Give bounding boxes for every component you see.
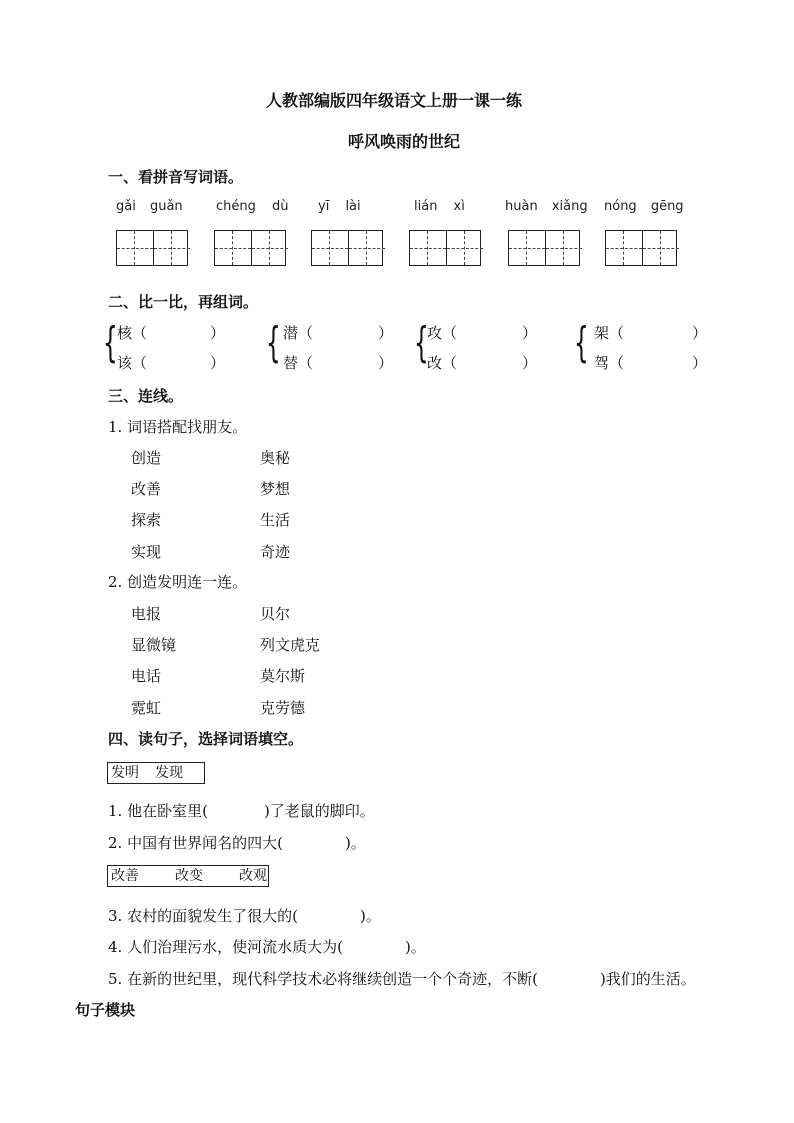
compare-word-4a: 架（ (594, 324, 625, 342)
sentence-3-before: 3. 农村的面貌发生了很大的( (108, 907, 298, 925)
word-choice: 发明 (111, 765, 139, 781)
sentence-5-after: )我们的生活。 (599, 970, 696, 988)
match-right-item[interactable]: 奥秘 (260, 449, 291, 467)
compare-close-1b: ） (210, 354, 226, 372)
pinyin-3: yī lài (318, 199, 361, 214)
brace-4: { (574, 318, 589, 367)
match-left-item[interactable]: 改善 (131, 480, 162, 498)
sentence-2-after: )。 (344, 834, 366, 852)
match-left-item[interactable]: 探索 (131, 511, 162, 529)
sentence-4-before: 4. 人们治理污水，使河流水质大为( (108, 938, 343, 956)
match-right-item[interactable]: 生活 (260, 511, 291, 529)
writing-grid-2[interactable] (214, 230, 286, 266)
match-left-item[interactable]: 电报 (131, 605, 162, 623)
match-left-item[interactable]: 霓虹 (131, 699, 162, 717)
word-choice-box-2 (107, 865, 269, 887)
word-choice: 发现 (155, 765, 183, 781)
match-right-item[interactable]: 克劳德 (260, 699, 306, 717)
compare-word-3a: 攻（ (427, 324, 458, 342)
compare-close-2a: ） (378, 324, 394, 342)
pinyin-4: lián xì (414, 199, 465, 214)
sentence-2 (108, 832, 366, 853)
match-left-item[interactable]: 电话 (131, 667, 162, 685)
sentence-5 (108, 968, 696, 989)
pinyin-1: gǎi guǎn (116, 199, 183, 214)
sentence-4-after: )。 (404, 938, 426, 956)
sentence-1 (108, 800, 375, 821)
compare-word-2b: 替（ (283, 354, 314, 372)
section2-heading: 二、比一比，再组词。 (108, 293, 259, 311)
sentence-2-before: 2. 中国有世界闻名的四大( (108, 834, 283, 852)
compare-word-3b: 改（ (427, 354, 458, 372)
compare-word-1a: 核（ (117, 324, 148, 342)
word-choice: 改观 (239, 868, 267, 884)
compare-close-4b: ） (692, 354, 708, 372)
sentence-1-after: )了老鼠的脚印。 (263, 802, 375, 820)
match-right-item[interactable]: 贝尔 (260, 605, 291, 623)
section3-heading: 三、连线。 (108, 387, 184, 405)
section1-heading: 一、看拼音写词语。 (108, 168, 244, 186)
sentence-4 (108, 936, 426, 957)
word-choice-box-1 (107, 762, 205, 784)
page-title: 人教部编版四年级语文上册一课一练 (266, 91, 523, 110)
compare-word-4b: 驾（ (594, 354, 625, 372)
compare-close-4a: ） (692, 324, 708, 342)
match-right-item[interactable]: 奇迹 (260, 543, 291, 561)
word-choice: 改变 (175, 868, 203, 884)
section4-heading: 四、读句子，选择词语填空。 (108, 730, 304, 748)
brace-2: { (266, 318, 281, 367)
sentence-5-before: 5. 在新的世纪里，现代科学技术必将继续创造一个个奇迹，不断( (108, 970, 538, 988)
writing-grid-1[interactable] (116, 230, 188, 266)
footer-label: 句子模块 (75, 1001, 136, 1019)
sentence-3 (108, 905, 381, 926)
q1-label: 1. 词语搭配找朋友。 (108, 418, 248, 436)
q2-label: 2. 创造发明连一连。 (108, 573, 248, 591)
match-right-item[interactable]: 莫尔斯 (260, 667, 306, 685)
compare-close-2b: ） (378, 354, 394, 372)
pinyin-2: chéng dù (216, 199, 289, 214)
writing-grid-4[interactable] (409, 230, 481, 266)
match-right-item[interactable]: 梦想 (260, 480, 291, 498)
writing-grid-5[interactable] (508, 230, 580, 266)
word-choice: 改善 (111, 868, 139, 884)
compare-word-2a: 潜（ (283, 324, 314, 342)
writing-grid-3[interactable] (311, 230, 383, 266)
pinyin-6: nóng gēng (604, 199, 684, 214)
brace-1: { (103, 318, 118, 367)
match-left-item[interactable]: 实现 (131, 543, 162, 561)
match-left-item[interactable]: 显微镜 (131, 636, 177, 654)
writing-grid-6[interactable] (605, 230, 677, 266)
pinyin-5: huàn xiǎng (505, 199, 588, 214)
compare-close-3a: ） (522, 324, 538, 342)
brace-3: { (414, 318, 429, 367)
compare-close-1a: ） (210, 324, 226, 342)
match-left-item[interactable]: 创造 (131, 449, 162, 467)
compare-word-1b: 该（ (117, 354, 148, 372)
page-subtitle: 呼风唤雨的世纪 (348, 132, 461, 151)
compare-close-3b: ） (522, 354, 538, 372)
match-right-item[interactable]: 列文虎克 (260, 636, 321, 654)
sentence-1-before: 1. 他在卧室里( (108, 802, 208, 820)
sentence-3-after: )。 (359, 907, 381, 925)
